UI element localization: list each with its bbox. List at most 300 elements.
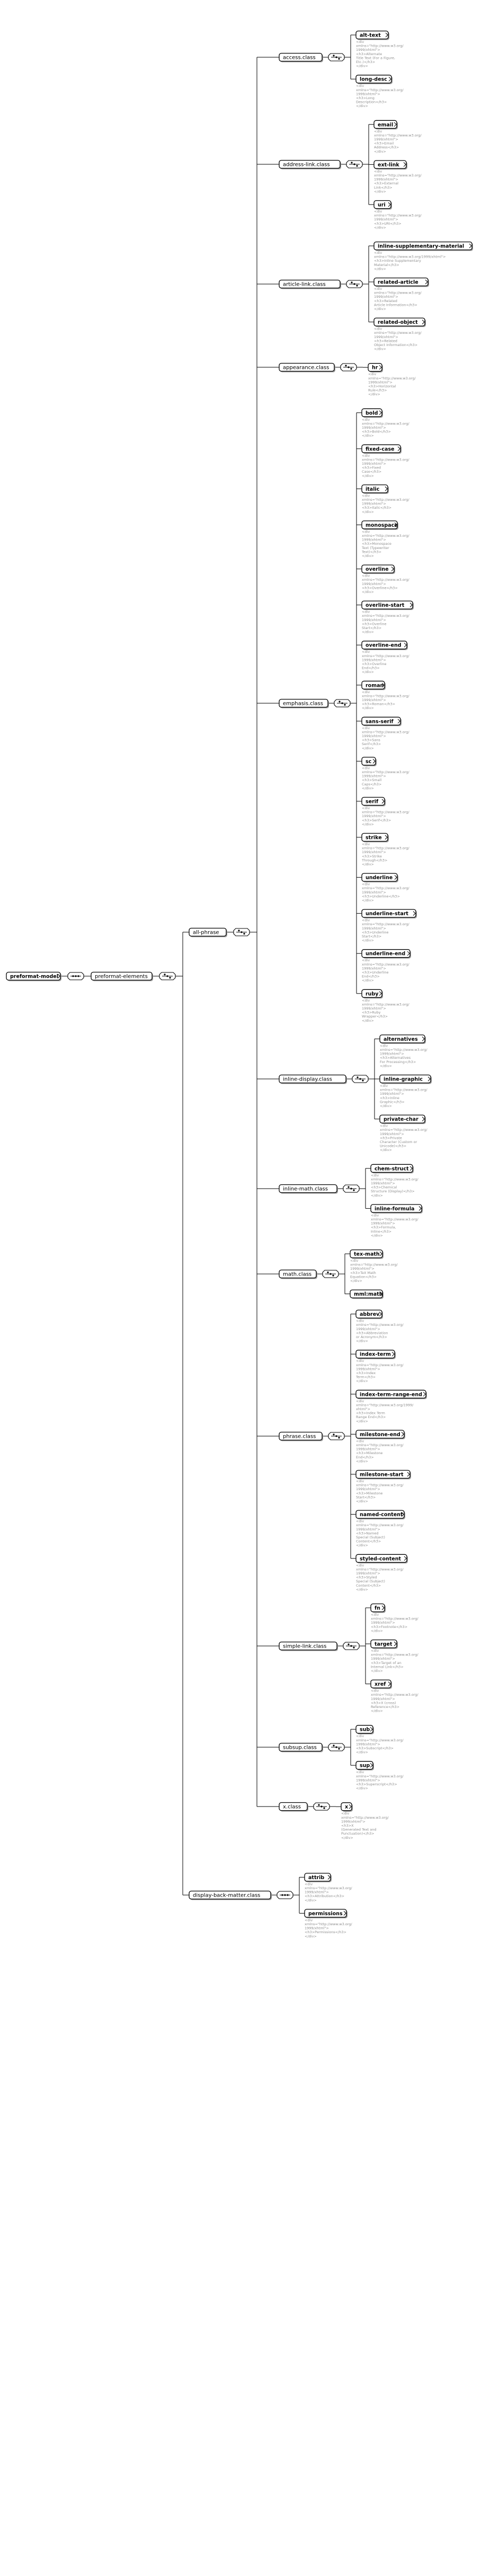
documentation-text: </div> bbox=[341, 1835, 353, 1840]
documentation-text: Material</h3> bbox=[374, 262, 399, 267]
documentation-text: 1999/xhtml"> bbox=[380, 1051, 404, 1056]
node-label: chem-struct bbox=[375, 1166, 409, 1172]
documentation-text: </div> bbox=[356, 1379, 368, 1384]
documentation-text: Internal Link</h3> bbox=[371, 1665, 404, 1669]
node-label: fixed-case bbox=[366, 446, 395, 453]
compositor-dot bbox=[238, 930, 239, 931]
element-node-abbrev[interactable] bbox=[356, 1310, 383, 1319]
documentation-text: Term</h3> bbox=[356, 1375, 376, 1379]
compositor-dot bbox=[284, 1894, 286, 1896]
documentation-text: </div> bbox=[362, 862, 374, 866]
documentation-text: xmlns="http://www.w3.org/ bbox=[362, 614, 409, 618]
documentation-text: <h3>Inline Supplementary bbox=[374, 259, 421, 263]
documentation-text: <h3>Milestone bbox=[356, 1451, 383, 1456]
documentation-text: xmlns="http://www.w3.org/ bbox=[368, 376, 416, 380]
node-label: permissions bbox=[308, 1910, 343, 1917]
documentation-text: <h3>Private bbox=[380, 1136, 402, 1140]
documentation-text: xmlns="http://www.w3.org/ bbox=[362, 578, 409, 582]
documentation-text: </div> bbox=[356, 1339, 368, 1343]
documentation-text: xmlns="http://www.w3.org/ bbox=[374, 133, 422, 138]
documentation-text: Special (Subject) bbox=[356, 1535, 385, 1539]
documentation-text: <div bbox=[362, 689, 370, 694]
element-node-tex-math[interactable] bbox=[350, 1250, 384, 1259]
element-node-permissions[interactable] bbox=[305, 1909, 348, 1918]
node-label: monospace bbox=[366, 522, 398, 528]
documentation-text: Unicode)</h3> bbox=[380, 1144, 407, 1148]
compositor-dot bbox=[329, 1273, 331, 1274]
compositor-dot bbox=[243, 933, 245, 934]
node-label: article-link.class bbox=[283, 281, 326, 288]
documentation-text: xmlns="http://www.w3.org/ bbox=[356, 87, 404, 92]
element-node-index-term-range-end[interactable] bbox=[356, 1390, 427, 1399]
node-label: index-term-range-end bbox=[360, 1392, 422, 1398]
documentation-text: Address</h3> bbox=[374, 145, 399, 150]
documentation-text: <div bbox=[371, 1613, 379, 1617]
documentation-text: Description</h3> bbox=[356, 100, 387, 104]
documentation-text: 1999/xhtml"> bbox=[374, 137, 398, 141]
element-node-milestone-end[interactable] bbox=[356, 1430, 405, 1439]
documentation-text: <div bbox=[356, 1398, 364, 1403]
choice-compositor-icon bbox=[328, 1432, 344, 1440]
documentation-text: <div bbox=[356, 84, 364, 88]
documentation-text: <div bbox=[350, 1259, 359, 1263]
documentation-text: xmlns="http://www.w3.org/ bbox=[371, 1693, 418, 1697]
compositor-dot bbox=[362, 1079, 363, 1081]
documentation-text: <h3>Email bbox=[374, 141, 394, 146]
compositor-dot bbox=[341, 702, 343, 704]
element-node-sans-serif[interactable] bbox=[362, 717, 402, 726]
documentation-text: Inline</h3> bbox=[371, 1229, 392, 1234]
compositor-dot bbox=[240, 931, 242, 933]
documentation-text: </div> bbox=[362, 473, 374, 478]
documentation-text: 1999/xhtml"> bbox=[362, 581, 386, 586]
compositor-dot bbox=[166, 975, 168, 977]
node-label: address-link.class bbox=[283, 162, 330, 168]
node-label: xref bbox=[375, 1681, 386, 1688]
group-node-inline-math-class[interactable] bbox=[279, 1185, 338, 1194]
element-node-overline[interactable] bbox=[362, 565, 395, 574]
documentation-text: xmlns="http://www.w3.org/ bbox=[371, 1217, 418, 1221]
element-node-inline-formula[interactable] bbox=[371, 1205, 423, 1214]
documentation-text: Case</h3> bbox=[362, 470, 382, 474]
element-node-mml-math[interactable] bbox=[350, 1290, 384, 1299]
documentation-text: </div> bbox=[374, 149, 386, 154]
documentation-text: xhtml"> bbox=[356, 1407, 371, 1411]
compositor-dot bbox=[356, 165, 358, 166]
element-node-italic[interactable] bbox=[362, 485, 389, 494]
choice-compositor-icon bbox=[346, 280, 362, 288]
documentation-text: Serif</h3> bbox=[362, 742, 381, 747]
element-node-related-object[interactable] bbox=[374, 318, 426, 327]
documentation-text: (Generated Text and bbox=[341, 1827, 377, 1832]
compositor-dot bbox=[75, 975, 76, 977]
documentation-text: Range End</h3> bbox=[356, 1415, 386, 1420]
node-label: private-char bbox=[384, 1117, 418, 1123]
documentation-text: <div bbox=[356, 1734, 364, 1739]
node-label: milestone-start bbox=[360, 1472, 404, 1478]
documentation-text: <h3>Small bbox=[362, 778, 382, 783]
element-node-private-char[interactable] bbox=[380, 1115, 426, 1124]
documentation-text: </div> bbox=[371, 1193, 383, 1198]
documentation-text: 1999/xhtml"> bbox=[362, 462, 386, 466]
documentation-text: Text)</h3> bbox=[362, 550, 382, 554]
group-node-all-phrase[interactable] bbox=[189, 928, 227, 937]
choice-compositor-icon bbox=[343, 1185, 359, 1192]
documentation-text: <div bbox=[380, 1084, 388, 1088]
node-label: inline-graphic bbox=[384, 1076, 423, 1083]
documentation-text: xmlns="http://www.w3.org/ bbox=[356, 1738, 404, 1742]
compositor-dot bbox=[350, 368, 352, 369]
documentation-text: </div> bbox=[374, 267, 386, 271]
documentation-text: xmlns="http://www.w3.org/ bbox=[380, 1048, 427, 1052]
element-node-bold[interactable] bbox=[362, 409, 383, 418]
element-node-underline[interactable] bbox=[362, 873, 398, 882]
documentation-text: 1999/xhtml"> bbox=[374, 334, 398, 339]
group-node-access-class[interactable] bbox=[279, 54, 323, 63]
compositor-dot bbox=[353, 163, 355, 165]
element-node-styled-content[interactable] bbox=[356, 1554, 408, 1563]
node-label: abbrev bbox=[360, 1312, 380, 1318]
element-node-uri[interactable] bbox=[374, 201, 392, 210]
node-label: access.class bbox=[283, 55, 316, 61]
node-label: email bbox=[378, 122, 394, 128]
documentation-text: Article Information</h3> bbox=[374, 303, 417, 307]
documentation-text: <div bbox=[374, 251, 382, 255]
documentation-text: xmlns="http://www.w3.org/ bbox=[380, 1087, 427, 1092]
documentation-text: </div> bbox=[362, 433, 374, 438]
documentation-text: xmlns="http://www.w3.org/1999/ bbox=[356, 1403, 414, 1407]
documentation-text: 1999/xhtml"> bbox=[368, 380, 393, 385]
documentation-text: Special (Subject) bbox=[356, 1579, 385, 1584]
documentation-text: End</h3> bbox=[356, 1455, 374, 1459]
documentation-text: </div> bbox=[356, 1543, 368, 1548]
element-node-named-content[interactable] bbox=[356, 1510, 405, 1519]
documentation-text: xmlns="http://www.w3.org/ bbox=[362, 846, 409, 851]
node-label: x bbox=[345, 1804, 349, 1810]
documentation-text: <div bbox=[371, 1213, 379, 1218]
documentation-text: Start</h3> bbox=[362, 934, 382, 939]
sequence-compositor-icon bbox=[277, 1891, 293, 1899]
documentation-text: <h3>X bbox=[341, 1823, 354, 1828]
documentation-text: <h3>Horizontal bbox=[368, 384, 396, 388]
documentation-text: <h3>Underline bbox=[362, 970, 389, 975]
documentation-text: </div> bbox=[362, 746, 374, 750]
element-node-roman[interactable] bbox=[362, 681, 386, 690]
group-node-x-class[interactable] bbox=[279, 1803, 308, 1812]
documentation-text: </div> bbox=[374, 307, 386, 311]
documentation-text: </div> bbox=[371, 1709, 383, 1713]
documentation-text: Link</h3> bbox=[374, 185, 393, 190]
node-label: ext-link bbox=[378, 162, 399, 168]
group-node-preformat-elements[interactable] bbox=[91, 972, 153, 981]
documentation-text: <div bbox=[356, 1770, 364, 1775]
compositor-dot bbox=[332, 1274, 334, 1276]
documentation-text: <h3>Related bbox=[374, 298, 397, 303]
element-node-hr[interactable] bbox=[368, 364, 383, 373]
documentation-text: <div bbox=[356, 1439, 364, 1444]
documentation-text: </div> bbox=[362, 554, 374, 558]
element-node-sup[interactable] bbox=[356, 1761, 374, 1771]
node-label: related-object bbox=[378, 320, 418, 326]
group-node-simple-link-class[interactable] bbox=[279, 1642, 338, 1651]
node-label: display-back-matter.class bbox=[193, 1892, 261, 1899]
element-node-xref[interactable] bbox=[371, 1680, 392, 1689]
element-node-ruby[interactable] bbox=[362, 989, 383, 998]
documentation-text: 1999/xhtml"> bbox=[356, 1778, 380, 1783]
documentation-text: xmlns="http://www.w3.org/ bbox=[356, 1362, 404, 1367]
compositor-dot bbox=[333, 1745, 334, 1746]
element-node-sub[interactable] bbox=[356, 1725, 374, 1734]
element-node-email[interactable] bbox=[374, 120, 398, 129]
documentation-text: </div> bbox=[356, 1587, 368, 1592]
documentation-text: <div bbox=[362, 766, 370, 771]
documentation-text: xmlns="http://www.w3.org/ bbox=[374, 290, 422, 295]
documentation-text: Title Text (For a Figure, bbox=[356, 56, 395, 60]
documentation-text: 1999/xhtml"> bbox=[362, 926, 386, 931]
node-label: attrib bbox=[308, 1874, 325, 1881]
compositor-dot bbox=[327, 1271, 328, 1273]
compositor-dot bbox=[333, 55, 334, 56]
node-label: tex-math bbox=[354, 1251, 380, 1258]
compositor-dot bbox=[350, 1188, 352, 1189]
element-node-alternatives[interactable] bbox=[380, 1035, 426, 1044]
node-label: named-content bbox=[360, 1512, 403, 1518]
documentation-text: xmlns="http://www.w3.org/ bbox=[362, 653, 409, 658]
element-node-strike[interactable] bbox=[362, 834, 389, 843]
node-label: roman bbox=[366, 683, 384, 689]
root-node-preformat-model[interactable] bbox=[6, 972, 61, 981]
element-node-x[interactable] bbox=[341, 1803, 353, 1812]
documentation-text: 1999/xhtml"> bbox=[362, 774, 386, 778]
node-label: target bbox=[375, 1641, 393, 1648]
node-label: math.class bbox=[283, 1271, 312, 1278]
element-node-underline-start[interactable] bbox=[362, 909, 417, 918]
compositor-dot bbox=[348, 1186, 349, 1188]
compositor-dot bbox=[350, 1645, 352, 1646]
element-node-attrib[interactable] bbox=[305, 1873, 332, 1882]
node-label: serif bbox=[366, 799, 379, 805]
compositor-dot bbox=[338, 1748, 340, 1749]
compositor-dot bbox=[353, 1646, 354, 1648]
documentation-text: 1999/xhtml"> bbox=[362, 1006, 386, 1011]
compositor-dot bbox=[351, 281, 352, 283]
element-node-index-term[interactable] bbox=[356, 1350, 396, 1359]
element-node-alt-text[interactable] bbox=[356, 31, 389, 40]
node-label: italic bbox=[366, 486, 380, 492]
node-label: preformat-elements bbox=[95, 973, 148, 980]
compositor-dot bbox=[357, 1076, 358, 1078]
compositor-dot bbox=[356, 285, 358, 286]
documentation-text: </div> bbox=[362, 978, 374, 983]
documentation-text: 1999/xhtml"> bbox=[371, 1696, 395, 1701]
group-node-emphasis-class[interactable] bbox=[279, 700, 329, 709]
group-node-display-back-matter-class[interactable] bbox=[189, 1891, 272, 1900]
sequence-compositor-icon bbox=[68, 972, 84, 980]
compositor-dot bbox=[335, 1746, 337, 1748]
element-node-chem-struct[interactable] bbox=[371, 1164, 414, 1173]
compositor-dot bbox=[77, 975, 79, 977]
documentation-text: <h3>External bbox=[374, 181, 399, 186]
documentation-text: Start</h3> bbox=[356, 1495, 376, 1500]
documentation-text: Character (Custom or bbox=[380, 1140, 417, 1144]
documentation-text: End</h3> bbox=[362, 666, 380, 670]
documentation-text: <h3>Overline</h3> bbox=[362, 586, 398, 590]
element-node-inline-graphic[interactable] bbox=[380, 1075, 432, 1084]
group-node-math-class[interactable] bbox=[279, 1270, 317, 1279]
node-label: ruby bbox=[366, 991, 379, 997]
compositor-dot bbox=[353, 1189, 354, 1191]
documentation-text: <div bbox=[305, 1918, 313, 1923]
group-node-phrase-class[interactable] bbox=[279, 1432, 323, 1441]
compositor-dot bbox=[335, 1435, 337, 1437]
documentation-text: <div bbox=[374, 129, 382, 134]
element-node-overline-start[interactable] bbox=[362, 601, 414, 610]
documentation-text: 1999/xhtml"> bbox=[374, 177, 398, 182]
compositor-dot bbox=[335, 56, 337, 58]
node-label: inline-formula bbox=[375, 1206, 415, 1212]
documentation-text: <div bbox=[371, 1173, 379, 1178]
documentation-text: </div> bbox=[305, 1934, 317, 1938]
node-label: underline-end bbox=[366, 951, 406, 957]
group-node-appearance-class[interactable] bbox=[279, 364, 335, 373]
element-node-sc[interactable] bbox=[362, 757, 377, 766]
element-node-long-desc[interactable] bbox=[356, 75, 393, 84]
group-node-inline-display-class[interactable] bbox=[279, 1075, 347, 1084]
documentation-text: <div bbox=[371, 1649, 379, 1653]
documentation-text: 1999/xhtml"> bbox=[356, 1571, 380, 1575]
group-node-article-link-class[interactable] bbox=[279, 280, 341, 289]
documentation-text: 1999/xhtml"> bbox=[371, 1181, 395, 1185]
node-label: overline-end bbox=[366, 642, 402, 649]
element-node-fixed-case[interactable] bbox=[362, 445, 402, 454]
choice-compositor-icon bbox=[328, 54, 344, 61]
group-node-subsup-class[interactable] bbox=[279, 1743, 323, 1752]
node-label: milestone-end bbox=[360, 1431, 400, 1438]
node-label: x.class bbox=[283, 1804, 301, 1810]
documentation-text: xmlns="http://www.w3.org/ bbox=[341, 1815, 389, 1820]
documentation-text: xmlns="http://www.w3.org/ bbox=[371, 1652, 418, 1657]
node-label: hr bbox=[372, 365, 378, 371]
element-node-underline-end[interactable] bbox=[362, 950, 411, 959]
documentation-text: xmlns="http://www.w3.org/ bbox=[350, 1262, 398, 1267]
compositor-dot bbox=[169, 977, 171, 978]
node-label: fn bbox=[375, 1605, 380, 1612]
documentation-text: <h3>Index Term bbox=[356, 1411, 385, 1415]
documentation-text: 1999/xhtml"> bbox=[356, 1742, 380, 1747]
documentation-text: </div> bbox=[362, 590, 374, 594]
element-node-ext-link[interactable] bbox=[374, 161, 407, 170]
compositor-dot bbox=[348, 366, 349, 368]
documentation-text: </div> bbox=[356, 1419, 368, 1423]
node-label: inline-math.class bbox=[283, 1186, 328, 1192]
node-label: inline-supplementary-material bbox=[378, 243, 465, 250]
compositor-dot bbox=[72, 975, 74, 977]
documentation-text: For Processing</h3> bbox=[380, 1059, 416, 1064]
documentation-text: <h3>Overline bbox=[362, 662, 387, 666]
compositor-dot bbox=[351, 162, 352, 163]
documentation-text: <h3>Bold</h3> bbox=[362, 429, 391, 434]
compositor-dot bbox=[344, 704, 345, 705]
group-node-address-link-class[interactable] bbox=[279, 161, 341, 170]
element-node-target[interactable] bbox=[371, 1640, 398, 1649]
documentation-text: <h3>Named bbox=[356, 1531, 379, 1536]
documentation-text: 1999/xhtml"> bbox=[356, 1527, 380, 1532]
documentation-text: <h3>Inline bbox=[380, 1095, 399, 1100]
node-label: alt-text bbox=[360, 32, 381, 39]
documentation-text: 1999/xhtml"> bbox=[362, 890, 386, 895]
documentation-text: </div> bbox=[371, 1669, 383, 1673]
documentation-text: xmlns="http://www.w3.org/ bbox=[362, 770, 409, 774]
node-label: mml:math bbox=[354, 1291, 383, 1298]
documentation-text: <div bbox=[374, 209, 382, 214]
documentation-text: xmlns="http://www.w3.org/ bbox=[374, 213, 422, 218]
documentation-text: </div> bbox=[356, 64, 368, 68]
documentation-text: <div bbox=[362, 650, 370, 654]
documentation-text: xmlns="http://www.w3.org/ bbox=[362, 962, 409, 967]
documentation-text: <h3>Overline bbox=[362, 622, 387, 626]
documentation-text: Through</h3> bbox=[362, 858, 388, 863]
node-label: bold bbox=[366, 410, 378, 417]
documentation-text: <div bbox=[368, 372, 377, 377]
element-node-inline-supplementary-material[interactable] bbox=[374, 242, 473, 251]
documentation-text: <h3>Subscript</h3> bbox=[356, 1746, 394, 1750]
documentation-text: <div bbox=[362, 453, 370, 458]
node-label: sans-serif bbox=[366, 719, 394, 725]
documentation-text: <h3>Underline</h3> bbox=[362, 894, 400, 899]
documentation-text: xmlns="http://www.w3.org/ bbox=[356, 43, 404, 48]
documentation-text: 1999/xhtml"> bbox=[356, 48, 380, 52]
element-node-serif[interactable] bbox=[362, 798, 386, 807]
documentation-text: <h3>Alternate bbox=[356, 51, 382, 56]
documentation-text: <h3>Permissions</h3> bbox=[305, 1930, 346, 1935]
documentation-text: xmlns="http://www.w3.org/ bbox=[356, 1567, 404, 1572]
documentation-text: <h3>Sans bbox=[362, 738, 380, 742]
documentation-text: <h3>Alternatives bbox=[380, 1056, 411, 1060]
documentation-text: Equation</h3> bbox=[350, 1274, 377, 1279]
element-node-monospace[interactable] bbox=[362, 521, 398, 530]
documentation-text: <div bbox=[341, 1811, 350, 1816]
node-label: overline bbox=[366, 566, 389, 573]
element-node-milestone-start[interactable] bbox=[356, 1471, 411, 1480]
documentation-text: Content</h3> bbox=[356, 1539, 381, 1544]
documentation-text: </div> bbox=[350, 1279, 362, 1283]
documentation-text: 1999/xhtml"> bbox=[362, 537, 386, 542]
element-node-overline-end[interactable] bbox=[362, 641, 408, 650]
node-label: sub bbox=[360, 1727, 370, 1733]
documentation-text: 1999/xhtml"> bbox=[371, 1221, 395, 1226]
compositor-dot bbox=[164, 973, 165, 975]
documentation-text: </div> bbox=[380, 1104, 392, 1108]
element-node-related-article[interactable] bbox=[374, 278, 429, 287]
documentation-text: xmlns="http://www.w3.org/ bbox=[362, 694, 409, 698]
documentation-text: 1999/xhtml"> bbox=[371, 1621, 395, 1625]
documentation-text: <h3>Underline bbox=[362, 930, 389, 935]
documentation-text: <h3>URI</h3> bbox=[374, 221, 402, 226]
documentation-text: </div> bbox=[368, 392, 380, 397]
element-node-fn[interactable] bbox=[371, 1604, 386, 1613]
documentation-text: <h3>Chemical bbox=[371, 1185, 397, 1190]
documentation-text: <h3>TeX Math bbox=[350, 1270, 376, 1275]
documentation-text: </div> bbox=[356, 1786, 368, 1791]
compositor-dot bbox=[339, 701, 340, 702]
documentation-text: <div bbox=[362, 609, 370, 614]
documentation-text: </div> bbox=[362, 786, 374, 791]
documentation-text: xmlns="http://www.w3.org/ bbox=[362, 1002, 409, 1007]
compositor-dot bbox=[320, 1805, 322, 1807]
documentation-text: </div> bbox=[362, 630, 374, 634]
node-label: all-phrase bbox=[193, 930, 219, 936]
documentation-text: Structure (Display)</h3> bbox=[371, 1189, 415, 1194]
